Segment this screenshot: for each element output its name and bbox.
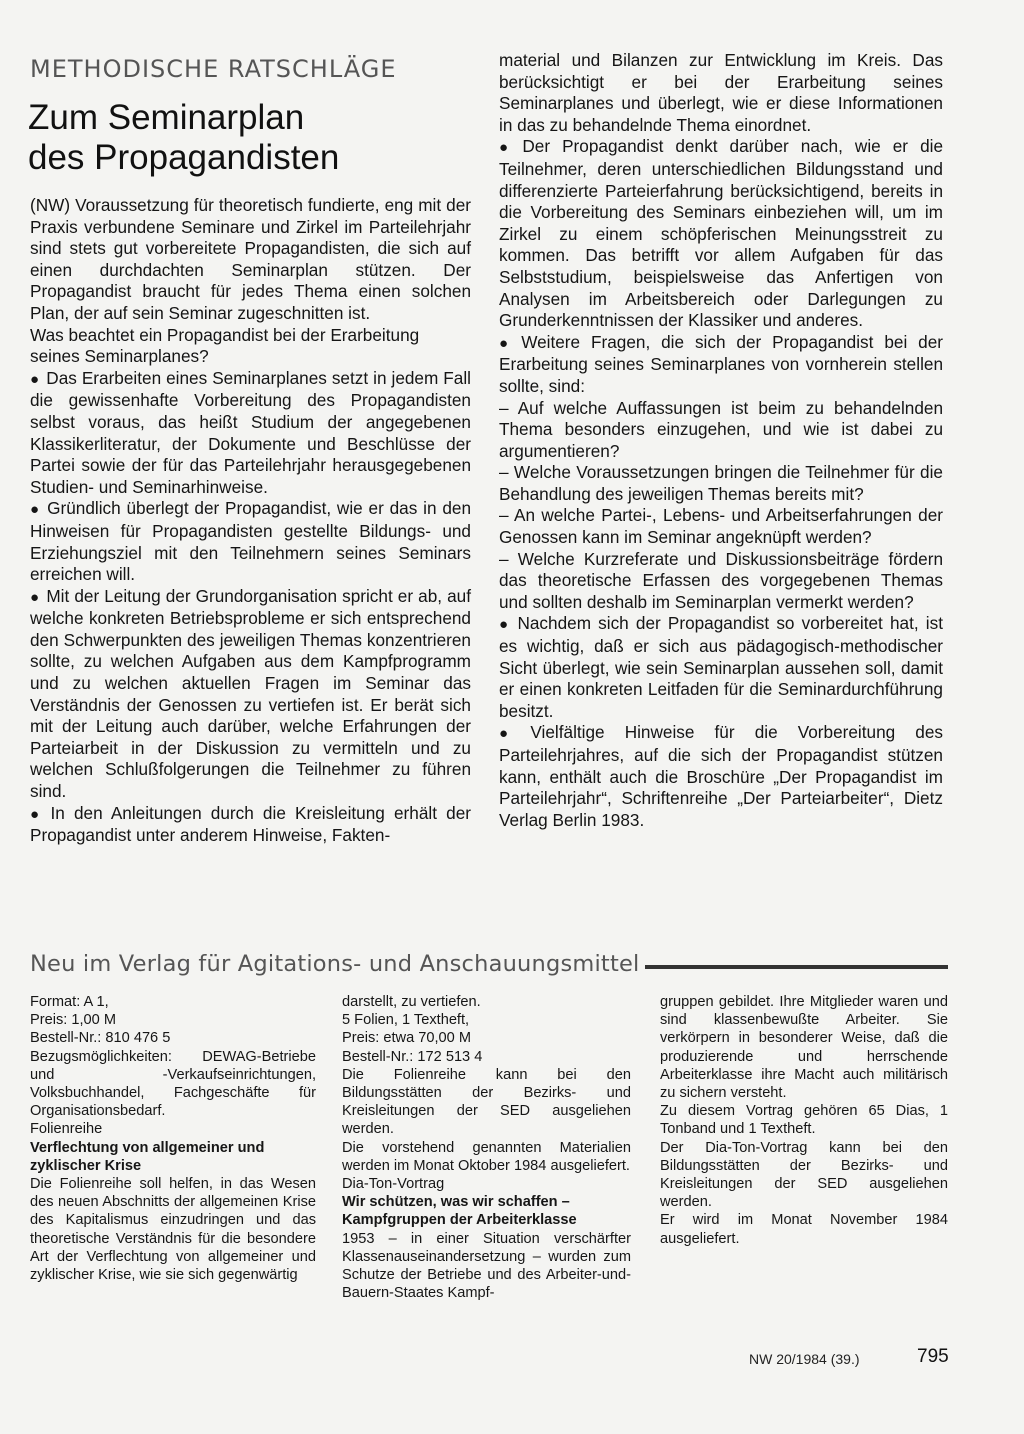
paragraph: Bezugsmöglichkeiten: DEWAG-Betriebe und -Verkaufseinrichtungen, Volksbuchhandel, Fachgeschäfte für Organisationsbedarf.	[30, 1048, 316, 1120]
bullet-paragraph: ● Gründlich überlegt der Propagandist, wie er das in den Hinweisen für Propagandisten gestellte Bildungs- und Erziehungsziel mit den Teilnehmern seines Seminars erreichen will.	[30, 498, 471, 585]
detail-line: Format: A 1,	[30, 994, 109, 1010]
item-title: Wir schützen, was wir schaffen – Kampfgruppen der Arbeiterklasse	[342, 1194, 577, 1229]
detail-line: Preis: etwa 70,00 M	[342, 1030, 471, 1047]
paragraph: Die Folienreihe kann bei den Bildungsstätten der Bezirks- und Kreisleitungen der SED ausgeliehen werden.	[342, 1066, 631, 1138]
section-title: Neu im Verlag für Agitations- und Anschauungsmittel	[30, 951, 640, 977]
paragraph: Was beachtet ein Propagandist bei der Erarbeitung seines Seminarplanes?	[30, 324, 420, 367]
paragraph: 1953 – in einer Situation verschärfter Klassenauseinandersetzung – wurden zum Schutze der Betriebe und des Arbeiter-und-Bauern-Staates Kampf-	[342, 1230, 631, 1302]
section-column-1	[30, 993, 316, 1284]
paragraph: Zu diesem Vortrag gehören 65 Dias, 1 Tonband und 1 Textheft.	[660, 1103, 948, 1138]
title-line-1: Zum Seminarplan	[28, 98, 305, 137]
page-number: 795	[917, 1346, 949, 1367]
paragraph: Die vorstehend genannten Materialien werden im Monat Oktober 1984 ausgeliefert.	[342, 1139, 631, 1174]
paragraph: gruppen gebildet. Ihre Mitglieder waren und sind klassenbewußte Arbeiter. Sie verkörpern in besonderer Weise, daß die produzierende und herrschende Arbeiterklasse ihre Macht auch militärisch zu sichern versteht.	[660, 994, 948, 1102]
question-item: – Welche Kurzreferate und Diskussionsbeiträge fördern das theoretische Erfassen des vorgegebenen Themas und sollten deshalb im Seminarplan vermerkt werden?	[499, 548, 943, 612]
paragraph: Er wird im Monat November 1984 ausgeliefert.	[660, 1212, 948, 1247]
bullet-paragraph: ● Weitere Fragen, die sich der Propagandist bei der Erarbeitung seines Seminarplanes von vornherein stellen sollte, sind:	[499, 332, 943, 398]
paragraph: darstellt, zu vertiefen.	[342, 994, 481, 1010]
bullet-paragraph: ● In den Anleitungen durch die Kreisleitung erhält der Propagandist unter anderem Hinweise, Fakten-	[30, 803, 471, 847]
item-type: Dia-Ton-Vortrag	[342, 1176, 445, 1193]
section-rule	[645, 965, 948, 969]
title-line-2: des Propagandisten	[28, 138, 340, 177]
article-title	[28, 98, 468, 178]
kicker: METHODISCHE RATSCHLÄGE	[30, 55, 397, 83]
item-title: Verflechtung von allgemeiner und zyklischer Krise	[30, 1139, 265, 1174]
paragraph: Der Dia-Ton-Vortrag kann bei den Bildungsstätten der Bezirks- und Kreisleitungen der SED ausgeliehen werden.	[660, 1139, 948, 1211]
bullet-paragraph: ● Nachdem sich der Propagandist so vorbereitet hat, ist es wichtig, daß er sich aus pädagogisch-methodischer Sicht überlegt, wie sein Seminarplan aussehen soll, damit er einen konkreten Leitfaden für die Seminardurchführung besitzt.	[499, 613, 943, 722]
question-item: – An welche Partei-, Lebens- und Arbeitserfahrungen der Genossen kann im Seminar angeknüpft werden?	[499, 505, 943, 548]
section-column-3	[660, 993, 948, 1248]
paragraph: material und Bilanzen zur Entwicklung im Kreis. Das berücksichtigt er bei der Erarbeitung seines Seminarplanes und überlegt, wie er diese Informationen in das zu behandelnde Thema einordnet.	[499, 50, 943, 135]
detail-line: Bestell-Nr.: 810 476 5	[30, 1030, 171, 1047]
section-banner	[30, 951, 948, 977]
bullet-paragraph: ● Vielfältige Hinweise für die Vorbereitung des Parteilehrjahres, auf die sich der Propagandist stützen kann, enthält auch die Broschüre „Der Propagandist im Parteilehrjahr“, Schriftenreihe „Der Parteiarbeiter“, Dietz Verlag Berlin 1983.	[499, 722, 943, 831]
detail-line: Preis: 1,00 M	[30, 1012, 116, 1029]
article-column-left	[30, 195, 471, 847]
detail-line: 5 Folien, 1 Textheft,	[342, 1012, 470, 1029]
paragraph: (NW) Voraussetzung für theoretisch fundierte, eng mit der Praxis verbundene Seminare und Zirkel im Parteilehrjahr sind stets gut vorbereitete Propagandisten, die sich auf einen durchdachten Seminarplan stützen. Der Propagandist braucht für jedes Thema einen solchen Plan, der auf sein Seminar zugeschnitten ist.	[30, 195, 471, 323]
question-item: – Welche Voraussetzungen bringen die Teilnehmer für die Behandlung des jeweiligen Themas bereits mit?	[499, 462, 943, 504]
paragraph: Die Folienreihe soll helfen, in das Wesen des neuen Abschnitts der allgemeinen Krise des Kapitalismus einzudringen und das theoretische Verständnis für die besondere Art der Verflechtung von allgemeiner und zyklischer Krise, wie sie sich gegenwärtig	[30, 1176, 316, 1284]
issue-reference: NW 20/1984 (39.)	[749, 1351, 860, 1367]
article-column-right	[499, 50, 943, 831]
question-item: – Auf welche Auffassungen ist beim zu behandelnden Thema besonders einzugehen, und wie ist dabei zu argumentieren?	[499, 397, 943, 461]
item-type: Folienreihe	[30, 1121, 103, 1138]
bullet-paragraph: ● Das Erarbeiten eines Seminarplanes setzt in jedem Fall die gewissenhafte Vorbereitung des Propagandisten selbst voraus, das heißt Studium der angegebenen Klassikerliteratur, der Dokumente und Beschlüsse der Partei sowie der für das Parteilehrjahr herausgegebenen Studien- und Seminarhinweise.	[30, 368, 471, 499]
bullet-paragraph: ● Mit der Leitung der Grundorganisation spricht er ab, auf welche konkreten Betriebsprobleme er sich entsprechend den Schwerpunkten des jeweiligen Themas konzentrieren sollte, zu welchen Aufgaben aus dem Kampfprogramm und zu welchen aktuellen Fragen im Seminar das Verständnis der Genossen zu vertiefen ist. Er berät sich mit der Leitung auch darüber, welche Erfahrungen der Parteiarbeit in der Diskussion zu vermitteln und zu welchen Schlußfolgerungen die Teilnehmer zu führen sind.	[30, 586, 471, 803]
bullet-paragraph: ● Der Propagandist denkt darüber nach, wie er die Teilnehmer, deren unterschiedlichen Bildungsstand und differenzierte Parteierfahrung berücksichtigend, bereits in die Vorbereitung des Seminars einbeziehen will, um im Zirkel zu einem schöpferischen Meinungsstreit zu kommen. Das betrifft vor allem Aufgaben für das Selbststudium, beispielsweise das Anfertigen von Analysen im Arbeitsbereich oder Darlegungen zu Grunderkenntnissen der Klassiker und anderes.	[499, 136, 943, 331]
detail-line: Bestell-Nr.: 172 513 4	[342, 1048, 483, 1065]
section-column-2	[342, 993, 631, 1302]
